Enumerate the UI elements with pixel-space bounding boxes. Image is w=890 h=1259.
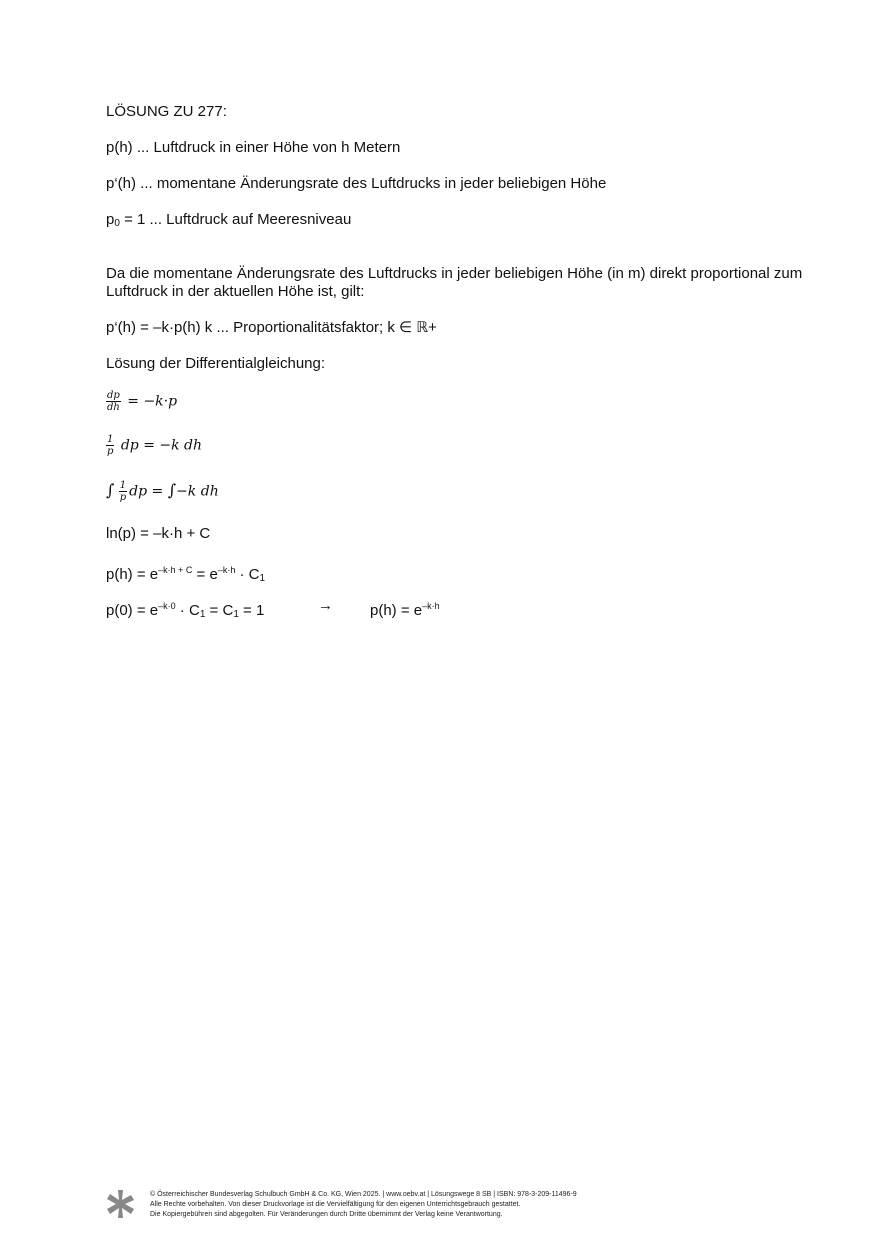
- fraction-dp-dh: [106, 390, 121, 413]
- equation-4: ln(p) = –k·h + C: [106, 525, 211, 542]
- eq6-subscript-b: 1: [199, 609, 206, 620]
- p0-subscript: 0: [114, 218, 120, 229]
- eq5-subscript: 1: [259, 573, 266, 584]
- fraction-one-over-p: [106, 434, 114, 457]
- equation-3: [106, 480, 219, 503]
- equation-3-middle: dp =: [129, 483, 168, 500]
- eq6-subscript-c: 1: [233, 609, 239, 620]
- footer-rights: Alle Rechte vorbehalten. Von dieser Druckvorlage ist die Vervielfältigung für den eigenen Unterrichtsgebrauch gestattet.: [150, 1201, 521, 1208]
- eq6-result: [370, 597, 440, 620]
- integral-sign: ∫: [106, 480, 115, 500]
- fraction-denominator: p: [106, 446, 114, 457]
- equation-1-rhs: = −k·p: [127, 393, 178, 410]
- eq5-part-a: p(h) = e: [106, 566, 159, 583]
- eq6-part-d: = 1: [238, 602, 265, 619]
- solution-label: Lösung der Differentialgleichung:: [106, 355, 326, 372]
- integral-sign: ∫: [167, 480, 177, 500]
- p0-text: = 1 ... Luftdruck auf Meeresniveau: [119, 211, 352, 228]
- eq5-part-c: · C: [235, 566, 260, 583]
- eq6-part-b: · C: [175, 602, 200, 619]
- footer-disclaimer: Die Kopiergebühren sind abgegolten. Für Veränderungen durch Dritte übernimmt der Verlag keine Verantwortung.: [150, 1211, 503, 1218]
- explanation-paragraph: Da die momentane Änderungsrate des Luftdrucks in jeder beliebigen Höhe (in m) direkt proportional zum Luftdruck in der aktuellen Höhe ist, gilt:: [106, 265, 803, 300]
- definition-p0: [106, 211, 351, 233]
- eq5-exponent-b: –k·h: [217, 565, 236, 575]
- footer: [150, 1190, 577, 1220]
- equation-2-rhs: dp = −k dh: [120, 437, 203, 454]
- fraction-numerator: 1: [119, 480, 127, 491]
- eq6-part-a: p(0) = e: [106, 602, 159, 619]
- eq6-result-exponent: –k·h: [422, 601, 440, 611]
- equation-3-rhs: −k dh: [176, 483, 219, 500]
- eq5-exponent-a: –k·h + C: [158, 565, 193, 575]
- ode-statement: p‘(h) = –k·p(h) k ... Proportionalitätsfaktor; k ∈ ℝ+: [106, 319, 437, 336]
- arrow-right-icon: →: [318, 597, 333, 614]
- equation-1: [106, 390, 177, 413]
- oebv-logo-icon: [104, 1188, 136, 1220]
- eq5-part-b: = e: [192, 566, 218, 583]
- p0-symbol: p: [106, 211, 115, 228]
- equation-5: [106, 561, 265, 588]
- eq6-exponent: –k·0: [158, 601, 176, 611]
- definition-p-of-h: p(h) ... Luftdruck in einer Höhe von h Metern: [106, 139, 401, 156]
- fraction-numerator: 1: [107, 434, 114, 445]
- fraction-numerator: dp: [107, 390, 120, 401]
- equation-6: [106, 597, 606, 624]
- footer-copyright: © Österreichischer Bundesverlag Schulbuch GmbH & Co. KG, Wien 2025. | www.oebv.at | Lösungswege 8 SB | ISBN: 978-3-209-11496-9: [150, 1191, 577, 1198]
- eq6-part-c: = C: [205, 602, 234, 619]
- fraction-denominator: dh: [106, 402, 120, 413]
- fraction-one-over-p: [119, 480, 127, 503]
- definition-p-prime: p‘(h) ... momentane Änderungsrate des Luftdrucks in jeder beliebigen Höhe: [106, 175, 607, 192]
- fraction-denominator: p: [119, 492, 127, 503]
- eq6-result-base: p(h) = e: [370, 602, 423, 619]
- page-title: LÖSUNG ZU 277:: [106, 103, 227, 120]
- equation-2: [106, 434, 202, 457]
